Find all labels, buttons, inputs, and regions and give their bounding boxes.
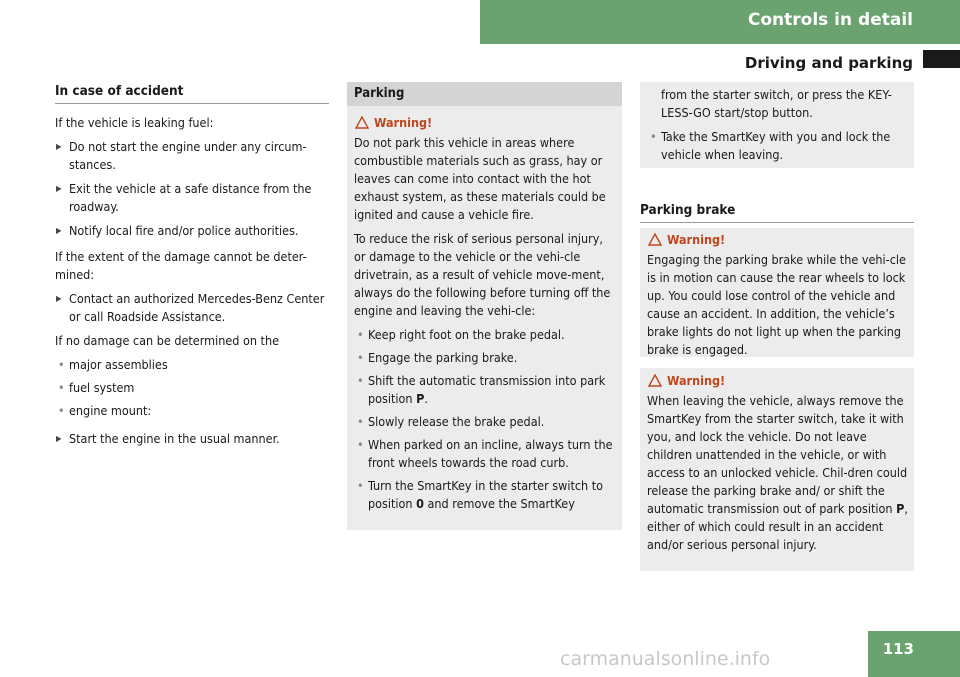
parking-continued-box xyxy=(640,82,914,168)
accident-no-damage: If no damage can be determined on the xyxy=(55,333,280,348)
list-item: • Shift the automatic transmission into park position P. xyxy=(354,372,615,408)
parking-brake-warning-label: Warning! xyxy=(647,231,908,249)
parking-continued-text: from the starter switch, or press the KEY-LESS-GO start/stop button. xyxy=(661,87,892,120)
list-item: • Take the SmartKey with you and lock the vehicle when leaving. xyxy=(647,128,908,164)
parking-brake-warning-box xyxy=(640,228,914,357)
parking-warning-label: Warning! xyxy=(354,114,615,132)
leaving-vehicle-warning-box xyxy=(640,368,914,571)
accident-column xyxy=(55,82,329,454)
warning-icon xyxy=(648,233,662,246)
accident-step: ▶ Contact an authorized Mercedes-Benz Center or call Roadside Assistance. xyxy=(55,290,329,326)
leaving-vehicle-warning-label: Warning! xyxy=(647,372,908,390)
accident-step: ▶ Notify local fire and/or police authorities. xyxy=(55,222,329,240)
list-item: • When parked on an incline, always turn the front wheels towards the road curb. xyxy=(354,436,615,472)
list-item: • engine mount: xyxy=(55,402,329,420)
parking-box xyxy=(347,82,622,530)
accident-extent: If the extent of the damage cannot be deter-mined: xyxy=(55,249,307,282)
list-item: • Turn the SmartKey in the starter switch to position 0 and remove the SmartKey xyxy=(354,477,615,513)
list-item: • major assemblies xyxy=(55,356,329,374)
section-marker xyxy=(923,50,960,68)
list-item: • Engage the parking brake. xyxy=(354,349,615,367)
accident-step: ▶ Do not start the engine under any circum-stances. xyxy=(55,138,329,174)
list-item: • Slowly release the brake pedal. xyxy=(354,413,615,431)
watermark: carmanualsonline.info xyxy=(560,648,771,670)
list-item: • Keep right foot on the brake pedal. xyxy=(354,326,615,344)
parking-risk-text: To reduce the risk of serious personal injury, or damage to the vehicle or the vehi-cle drivetrain, as a result of vehicle move-ment, always do the following before turning off the engine and leaving the vehi-cle: xyxy=(354,231,611,318)
section-title: Driving and parking xyxy=(744,54,913,72)
accident-step: ▶ Exit the vehicle at a safe distance from the roadway. xyxy=(55,180,329,216)
leaving-vehicle-warning-text: When leaving the vehicle, always remove the SmartKey from the starter switch, take it with you, and lock the vehicle. Do not leave children unattended in the vehicle, or with access to an unlocked vehicle. Chil-dren could release the parking brake and/ or shift the automatic transmission out of park position P, either of which could result in an accident and/or serious personal injury. xyxy=(647,393,908,552)
page-number: 113 xyxy=(882,640,914,658)
warning-icon xyxy=(355,116,369,129)
parking-brake-heading: Parking brake xyxy=(640,201,914,223)
chapter-title: Controls in detail xyxy=(747,10,913,30)
parking-heading: Parking xyxy=(347,82,622,106)
parking-warning-text: Do not park this vehicle in areas where combustible materials such as grass, hay or leaves can come into contact with the hot exhaust system, as these materials could be ignited and cause a vehicle fire. xyxy=(354,135,606,222)
accident-intro: If the vehicle is leaking fuel: xyxy=(55,115,214,130)
accident-heading: In case of accident xyxy=(55,82,329,104)
parking-brake-warning-text: Engaging the parking brake while the vehi-cle is in motion can cause the rear wheels to lock up. You could lose control of the vehicle and cause an accident. In addition, the vehicle’s brake lights do not light up when the parking brake is engaged. xyxy=(647,252,906,357)
warning-icon xyxy=(648,374,662,387)
list-item: • fuel system xyxy=(55,379,329,397)
accident-step: ▶ Start the engine in the usual manner. xyxy=(55,430,329,448)
